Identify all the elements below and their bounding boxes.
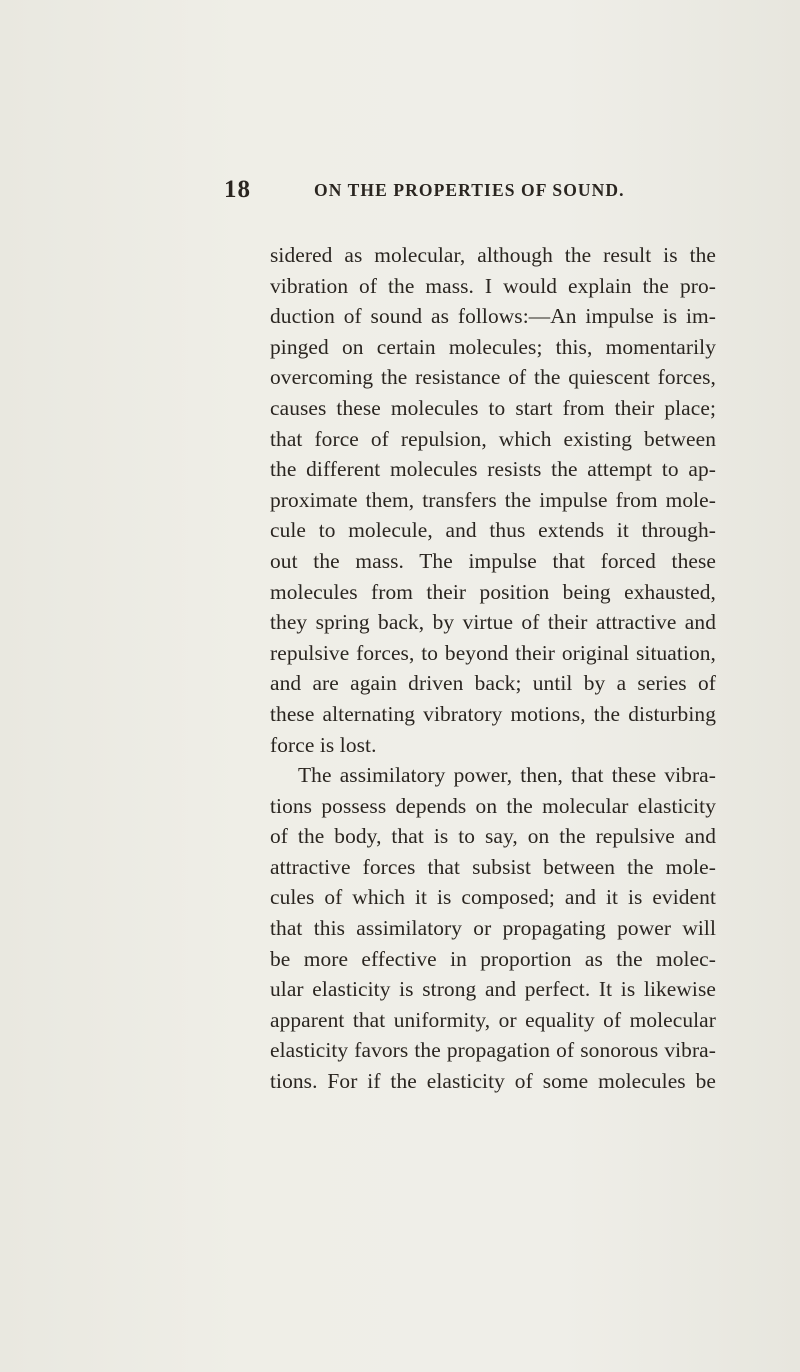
paragraph-start-line: The assimilatory power, then, that these vibra- xyxy=(298,763,716,788)
text-line: attractive forces that subsist between the mole- xyxy=(270,854,716,879)
text-line: pinged on certain molecules; this, momentarily xyxy=(270,334,716,359)
running-head: ON THE PROPERTIES OF SOUND. xyxy=(314,180,625,200)
text-line: tions possess depends on the molecular elasticity xyxy=(270,793,716,818)
page-number: 18 xyxy=(224,176,251,203)
text-line: and are again driven back; until by a series of xyxy=(270,671,716,696)
text-line: tions. For if the elasticity of some molecules be xyxy=(270,1069,716,1094)
text-line: be more effective in proportion as the molec- xyxy=(270,946,716,971)
body-text xyxy=(270,240,716,1097)
text-line: that this assimilatory or propagating power will xyxy=(270,916,716,941)
text-line: vibration of the mass. I would explain the pro- xyxy=(270,273,716,298)
text-line: apparent that uniformity, or equality of molecular xyxy=(270,1007,716,1032)
text-line: causes these molecules to start from their place; xyxy=(270,395,716,420)
text-line: molecules from their position being exhausted, xyxy=(270,579,716,604)
text-line: duction of sound as follows:—An impulse is im- xyxy=(270,304,716,329)
text-line: elasticity favors the propagation of sonorous vibra- xyxy=(270,1038,716,1063)
text-line: overcoming the resistance of the quiescent forces, xyxy=(270,365,716,390)
text-line: that force of repulsion, which existing between xyxy=(270,426,716,451)
text-line: of the body, that is to say, on the repulsive and xyxy=(270,824,716,849)
text-line: sidered as molecular, although the result is the xyxy=(270,243,716,267)
text-line: they spring back, by virtue of their attractive and xyxy=(270,610,716,635)
text-line: these alternating vibratory motions, the disturbing xyxy=(270,701,716,726)
text-line: force is lost. xyxy=(270,732,377,757)
text-line: ular elasticity is strong and perfect. It is likewise xyxy=(270,977,716,1002)
text-line: cule to molecule, and thus extends it through- xyxy=(270,518,716,543)
text-line: the different molecules resists the attempt to ap- xyxy=(270,457,716,482)
text-line: out the mass. The impulse that forced these xyxy=(270,548,716,573)
text-line: proximate them, transfers the impulse from mole- xyxy=(270,487,716,512)
page-header xyxy=(224,176,784,210)
text-line: cules of which it is composed; and it is evident xyxy=(270,885,716,910)
text-line: repulsive forces, to beyond their original situation, xyxy=(270,640,716,665)
